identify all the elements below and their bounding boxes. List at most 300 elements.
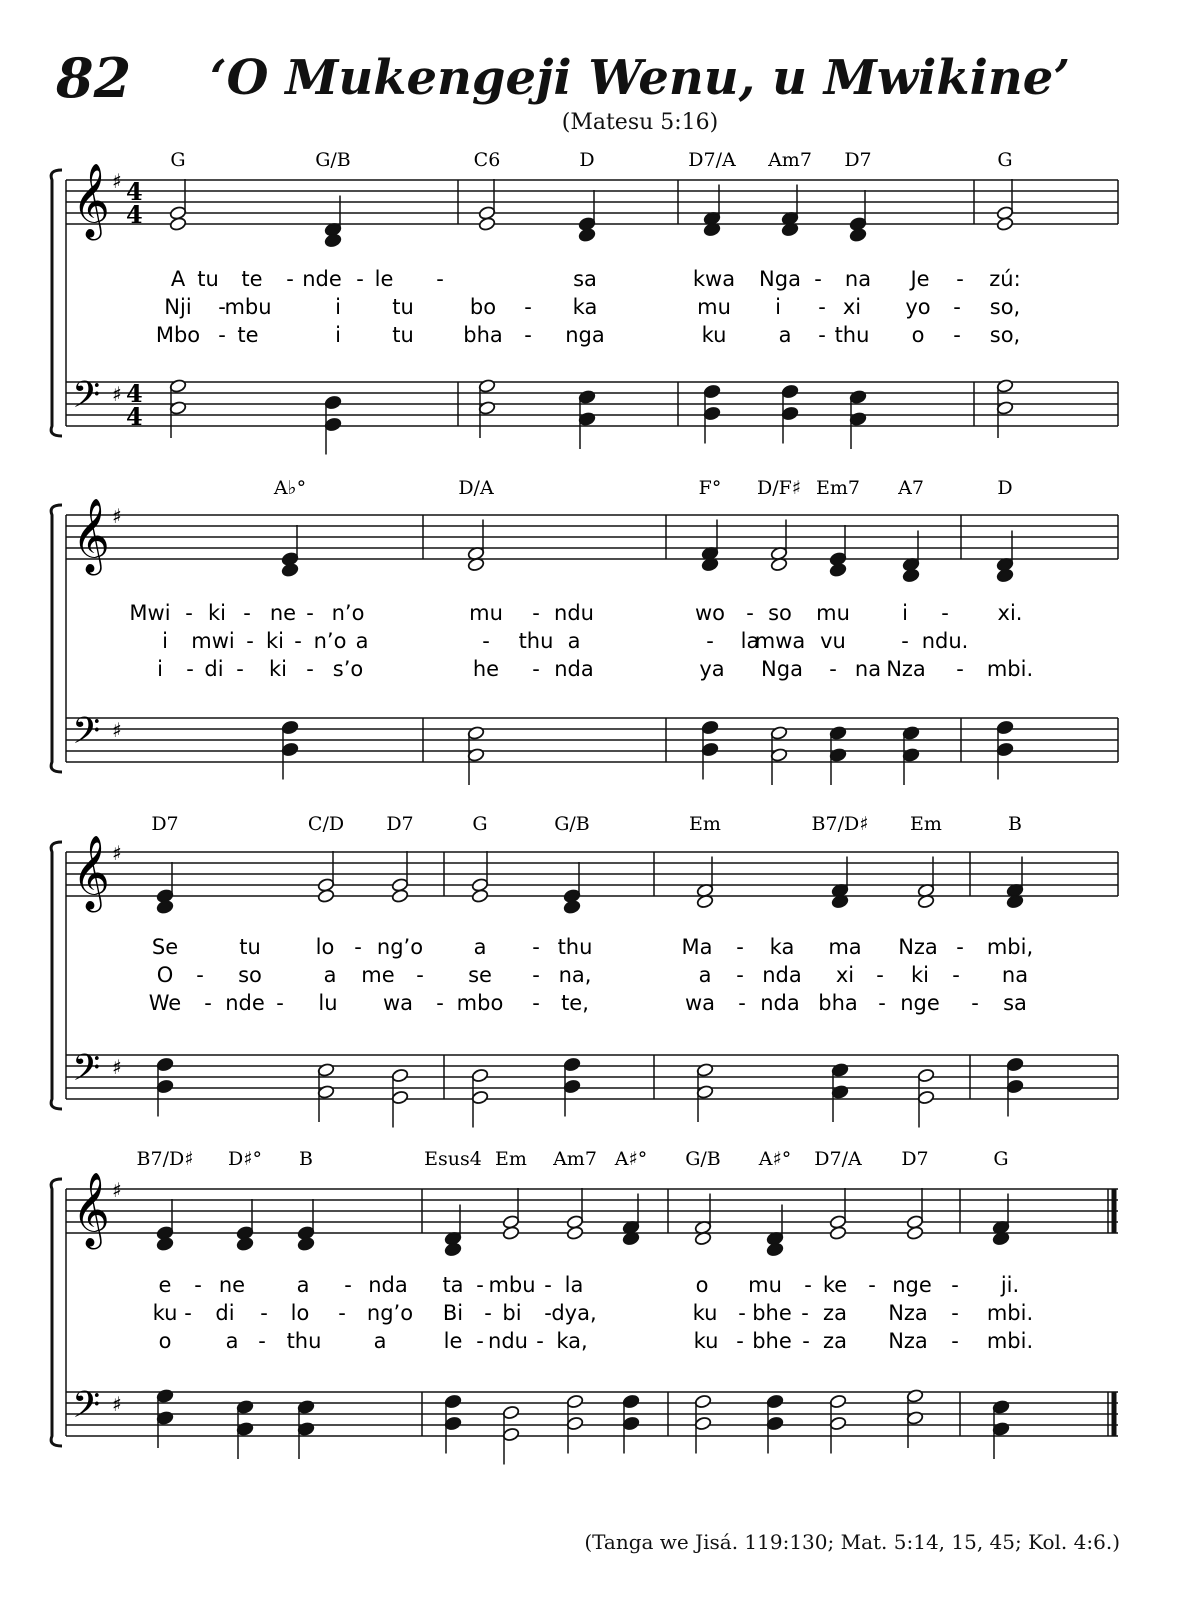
lyric-syllable: Nga xyxy=(759,267,801,291)
key-sharp-icon: ♯ xyxy=(112,1392,122,1416)
chord-symbol: D/F♯ xyxy=(756,477,802,499)
lyric-syllable: - xyxy=(532,935,540,959)
lyric-syllable: te xyxy=(237,323,259,347)
chord-symbol: A♯° xyxy=(758,1148,792,1170)
chord-symbol: C/D xyxy=(307,813,345,835)
lyric-syllable: - xyxy=(746,601,754,625)
lyric-syllable: se xyxy=(468,963,492,987)
bass-note-head xyxy=(471,1090,489,1105)
system-bracket xyxy=(51,505,62,772)
bass-note-head xyxy=(281,720,299,735)
lyric-syllable: le xyxy=(374,267,394,291)
key-sharp-icon: ♯ xyxy=(112,504,122,528)
chord-symbol: Em xyxy=(495,1148,527,1170)
bass-note-head xyxy=(236,1400,254,1415)
treble-note-head xyxy=(478,217,496,232)
lyric-syllable: ki xyxy=(269,657,287,681)
lyric-syllable: Nza xyxy=(888,1301,928,1325)
chord-symbol: B7/D♯ xyxy=(811,813,869,835)
lyric-syllable: - xyxy=(236,657,244,681)
treble-note-head xyxy=(563,900,581,915)
lyric-syllable: a xyxy=(473,935,487,959)
lyric-syllable: - xyxy=(814,267,822,291)
lyric-syllable: ta xyxy=(442,1273,464,1297)
lyric-syllable: - xyxy=(951,1329,959,1353)
lyric-syllable: - xyxy=(956,657,964,681)
bass-note-head xyxy=(906,1389,924,1404)
lyric-syllable: - xyxy=(532,657,540,681)
key-sharp-icon: ♯ xyxy=(112,841,122,865)
lyric-syllable: vu xyxy=(820,629,846,653)
lyric-syllable: ki xyxy=(208,601,226,625)
bass-note-head xyxy=(478,401,496,416)
lyric-syllable: o xyxy=(695,1273,709,1297)
chord-symbol: D7 xyxy=(844,149,872,171)
chord-symbol: Am7 xyxy=(553,1148,597,1170)
lyric-syllable: a xyxy=(373,1329,387,1353)
lyric-syllable: mbi. xyxy=(986,1301,1034,1325)
lyric-syllable: zú: xyxy=(989,267,1021,291)
lyric-syllable: bha xyxy=(463,323,503,347)
lyric-syllable: - xyxy=(185,601,193,625)
treble-note-head xyxy=(281,563,299,578)
lyric-syllable: xi xyxy=(835,963,855,987)
chord-symbol: G xyxy=(170,149,186,171)
lyric-syllable: - xyxy=(536,1329,544,1353)
lyric-syllable: - xyxy=(524,295,532,319)
bass-note-head xyxy=(902,726,920,741)
lyric-syllable: - xyxy=(196,963,204,987)
chord-symbol: G/B xyxy=(315,149,351,171)
bass-note-head xyxy=(502,1405,520,1420)
bass-note-head xyxy=(696,1063,714,1078)
lyric-syllable: dya, xyxy=(551,1301,597,1325)
lyric-syllable: - xyxy=(736,1329,744,1353)
lyric-syllable: - xyxy=(544,1301,552,1325)
lyric-syllable: - xyxy=(544,1273,552,1297)
lyric-syllable: - xyxy=(738,991,746,1015)
lyric-syllable: sa xyxy=(1003,991,1027,1015)
lyric-syllable: so xyxy=(768,601,792,625)
lyric-syllable: O xyxy=(156,963,174,987)
bass-time-signature-top: 4 xyxy=(126,379,143,408)
bass-note-head xyxy=(578,390,596,405)
treble-note-head xyxy=(902,568,920,583)
lyric-syllable: nde xyxy=(302,267,342,291)
lyric-syllable: na xyxy=(844,267,872,291)
bass-note-head xyxy=(622,1394,640,1409)
treble-note-head xyxy=(444,1242,462,1257)
bass-note-head xyxy=(696,1085,714,1100)
lyric-syllable: ku xyxy=(701,323,727,347)
lyric-syllable: xi. xyxy=(997,601,1023,625)
lyric-syllable: ku xyxy=(693,1329,719,1353)
bass-note-head xyxy=(467,748,485,763)
lyric-syllable: n’o xyxy=(313,629,347,653)
bass-note-head xyxy=(829,726,847,741)
bass-note-head xyxy=(324,395,342,410)
bass-note-head xyxy=(906,1411,924,1426)
lyric-syllable: za xyxy=(823,1301,847,1325)
treble-note-head xyxy=(829,563,847,578)
lyric-syllable: mu xyxy=(816,601,850,625)
chord-symbol: B xyxy=(299,1148,313,1170)
system-bracket xyxy=(51,842,62,1109)
bass-note-head xyxy=(566,1394,584,1409)
footer-references: (Tanga we Jisá. 119:130; Mat. 5:14, 15, 45; Kol. 4:6.) xyxy=(584,1530,1120,1554)
lyric-syllable: ma xyxy=(828,935,862,959)
lyric-syllable: bhe xyxy=(752,1301,792,1325)
bass-note-head xyxy=(1006,1079,1024,1094)
bass-note-head xyxy=(766,1394,784,1409)
lyric-syllable: - xyxy=(802,1329,810,1353)
lyric-syllable: thu xyxy=(557,935,593,959)
lyric-syllable: - xyxy=(258,1329,266,1353)
lyric-syllable: a xyxy=(698,963,712,987)
lyric-syllable: so xyxy=(238,963,262,987)
treble-note-head xyxy=(502,1226,520,1241)
lyric-syllable: - xyxy=(338,1301,346,1325)
treble-note-head xyxy=(996,217,1014,232)
lyric-syllable: - xyxy=(878,991,886,1015)
hymn-title: ‘O Mukengeji Wenu, u Mwikine’ xyxy=(209,50,1071,106)
bass-note-head xyxy=(281,742,299,757)
lyric-syllable: na, xyxy=(558,963,592,987)
bass-note-head xyxy=(770,726,788,741)
lyric-syllable: ng’o xyxy=(366,1301,414,1325)
chord-symbol: Am7 xyxy=(768,149,812,171)
lyric-syllable: la xyxy=(564,1273,584,1297)
lyric-syllable: - xyxy=(952,963,960,987)
key-sharp-icon: ♯ xyxy=(112,169,122,193)
bass-note-head xyxy=(996,720,1014,735)
lyric-syllable: - xyxy=(829,657,837,681)
chord-symbol: D xyxy=(579,149,595,171)
treble-note-head xyxy=(391,889,409,904)
bass-note-head xyxy=(781,384,799,399)
lyric-syllable: - xyxy=(868,1273,876,1297)
bass-note-head xyxy=(563,1057,581,1072)
treble-time-signature-top: 4 xyxy=(126,177,143,206)
lyric-syllable: a xyxy=(296,1273,310,1297)
scripture-reference: (Matesu 5:16) xyxy=(561,110,719,135)
treble-time-signature-bottom: 4 xyxy=(126,200,143,229)
bass-note-head xyxy=(467,726,485,741)
treble-note-head xyxy=(996,568,1014,583)
bass-note-head xyxy=(297,1400,315,1415)
chord-symbol: D7 xyxy=(151,813,179,835)
lyric-syllable: - xyxy=(706,629,714,653)
lyric-syllable: ng’o xyxy=(376,935,424,959)
lyric-syllable: Ma xyxy=(681,935,713,959)
lyric-syllable: bo xyxy=(469,295,497,319)
lyric-syllable: - xyxy=(416,963,424,987)
chord-symbol: A7 xyxy=(898,477,924,499)
lyric-syllable: Se xyxy=(151,935,179,959)
treble-note-head xyxy=(766,1242,784,1257)
lyric-syllable: mbo xyxy=(456,991,504,1015)
bass-note-head xyxy=(563,1079,581,1094)
lyric-syllable: - xyxy=(218,323,226,347)
lyric-syllable: i xyxy=(775,295,781,319)
lyric-syllable: ki xyxy=(266,629,284,653)
lyric-syllable: ku xyxy=(692,1301,718,1325)
lyric-syllable: nge xyxy=(892,1273,932,1297)
chord-symbol: G xyxy=(997,149,1013,171)
chord-symbol: D7/A xyxy=(688,149,736,171)
chord-symbol: G/B xyxy=(554,813,590,835)
bass-note-head xyxy=(766,1416,784,1431)
lyric-syllable: nda xyxy=(760,991,800,1015)
lyric-syllable: thu xyxy=(286,1329,322,1353)
bass-clef-icon: 𝄢 xyxy=(72,710,101,761)
bass-note-head xyxy=(317,1085,335,1100)
lyric-syllable: i xyxy=(902,601,908,625)
bass-clef-icon: 𝄢 xyxy=(72,1384,101,1435)
lyric-syllable: - xyxy=(532,601,540,625)
chord-symbol: G/B xyxy=(685,1148,721,1170)
lyric-syllable: mu xyxy=(748,1273,782,1297)
chord-symbol: Esus4 xyxy=(424,1148,482,1170)
chord-symbol: B7/D♯ xyxy=(136,1148,194,1170)
lyric-syllable: di xyxy=(204,657,224,681)
lyric-syllable: - xyxy=(306,657,314,681)
chord-symbol: F° xyxy=(698,477,722,499)
chord-symbol: Em xyxy=(689,813,721,835)
lyric-syllable: la xyxy=(740,629,760,653)
bass-note-head xyxy=(917,1090,935,1105)
bass-note-head xyxy=(156,1079,174,1094)
bass-note-head xyxy=(703,384,721,399)
lyric-syllable: na xyxy=(1001,963,1029,987)
treble-note-head xyxy=(906,1226,924,1241)
bass-note-head xyxy=(169,379,187,394)
lyric-syllable: Je xyxy=(910,267,930,291)
lyric-syllable: lo xyxy=(290,1301,310,1325)
bass-note-head xyxy=(694,1394,712,1409)
lyric-syllable: xi xyxy=(842,295,862,319)
bass-note-head xyxy=(829,1394,847,1409)
lyric-syllable: i xyxy=(157,657,163,681)
lyric-syllable: na xyxy=(854,657,882,681)
lyric-syllable: - xyxy=(476,1329,484,1353)
lyric-syllable: - xyxy=(276,991,284,1015)
lyric-syllable: - xyxy=(524,323,532,347)
lyric-syllable: - xyxy=(436,991,444,1015)
lyric-syllable: a xyxy=(225,1329,239,1353)
lyric-syllable: - xyxy=(184,1301,192,1325)
bass-note-head xyxy=(992,1422,1010,1437)
lyric-syllable: i xyxy=(335,295,341,319)
lyric-syllable: le xyxy=(443,1329,463,1353)
lyric-syllable: he xyxy=(472,657,500,681)
lyric-syllable: mu xyxy=(469,601,503,625)
lyric-syllable: thu xyxy=(518,629,554,653)
lyric-syllable: - xyxy=(246,629,254,653)
lyric-syllable: A xyxy=(170,267,186,291)
lyric-syllable: - xyxy=(294,629,302,653)
lyric-syllable: i xyxy=(335,323,341,347)
bass-clef-icon: 𝄢 xyxy=(72,1047,101,1098)
treble-note-head xyxy=(169,217,187,232)
lyric-syllable: lu xyxy=(318,991,338,1015)
chord-symbol: D xyxy=(997,477,1013,499)
lyric-syllable: - xyxy=(286,267,294,291)
lyric-syllable: mbu xyxy=(224,295,272,319)
bass-time-signature-bottom: 4 xyxy=(126,402,143,431)
chord-symbol: A♭° xyxy=(273,477,307,499)
lyric-syllable: bhe xyxy=(752,1329,792,1353)
lyric-syllable: - xyxy=(953,323,961,347)
treble-note-head xyxy=(324,233,342,248)
lyric-syllable: - xyxy=(186,657,194,681)
bass-note-head xyxy=(156,1411,174,1426)
lyric-syllable: a xyxy=(567,629,581,653)
chord-symbol: B xyxy=(1008,813,1022,835)
lyric-syllable: a xyxy=(355,629,369,653)
treble-note-head xyxy=(566,1226,584,1241)
lyric-syllable: - xyxy=(306,601,314,625)
lyric-syllable: yo xyxy=(905,295,931,319)
treble-clef-icon: 𝄞 xyxy=(72,836,110,910)
lyric-syllable: - xyxy=(484,1301,492,1325)
hymn-number: 82 xyxy=(56,46,132,110)
bass-note-head xyxy=(829,748,847,763)
chord-symbol: D7/A xyxy=(814,1148,862,1170)
lyric-syllable: - xyxy=(804,1273,812,1297)
lyric-syllable: ndu xyxy=(554,601,594,625)
treble-note-head xyxy=(236,1237,254,1252)
lyric-syllable: - xyxy=(243,601,251,625)
lyric-syllable: te, xyxy=(561,991,589,1015)
lyric-syllable: nda xyxy=(762,963,802,987)
lyric-syllable: wa xyxy=(382,991,414,1015)
treble-clef-icon: 𝄞 xyxy=(72,164,110,238)
bass-note-head xyxy=(502,1427,520,1442)
lyric-syllable: o xyxy=(158,1329,172,1353)
lyric-syllable: ne xyxy=(218,1273,246,1297)
chord-symbol: Em7 xyxy=(816,477,860,499)
chord-symbol: G xyxy=(472,813,488,835)
lyric-syllable: - xyxy=(218,295,226,319)
lyric-syllable: Bi xyxy=(442,1301,464,1325)
bass-note-head xyxy=(324,417,342,432)
chord-symbol: G xyxy=(993,1148,1009,1170)
bass-note-head xyxy=(391,1090,409,1105)
lyric-syllable: - xyxy=(951,1301,959,1325)
lyric-syllable: - xyxy=(532,991,540,1015)
bass-note-head xyxy=(902,748,920,763)
treble-note-head xyxy=(156,1237,174,1252)
lyric-syllable: i xyxy=(162,629,168,653)
lyric-syllable: tu xyxy=(197,267,219,291)
bass-note-head xyxy=(849,412,867,427)
bass-note-head xyxy=(701,742,719,757)
key-sharp-icon: ♯ xyxy=(112,718,122,742)
lyric-syllable: e xyxy=(158,1273,172,1297)
lyric-syllable: sa xyxy=(573,267,597,291)
lyric-syllable: ya xyxy=(699,657,725,681)
bass-note-head xyxy=(444,1394,462,1409)
bass-note-head xyxy=(471,1068,489,1083)
lyric-syllable: - xyxy=(436,267,444,291)
system-bracket xyxy=(51,170,62,436)
lyric-syllable: - xyxy=(818,295,826,319)
bass-note-head xyxy=(566,1416,584,1431)
lyric-syllable: mbu xyxy=(488,1273,536,1297)
lyric-syllable: - xyxy=(818,323,826,347)
lyric-syllable: mbi, xyxy=(986,935,1034,959)
bass-note-head xyxy=(169,401,187,416)
lyric-syllable: - xyxy=(532,963,540,987)
lyric-syllable: te xyxy=(241,267,263,291)
lyric-syllable: so, xyxy=(989,295,1021,319)
lyric-syllable: nga xyxy=(565,323,605,347)
treble-clef-icon: 𝄞 xyxy=(72,1173,110,1247)
lyric-syllable: za xyxy=(823,1329,847,1353)
lyric-syllable: a xyxy=(778,323,792,347)
lyric-syllable: ku xyxy=(152,1301,178,1325)
bass-note-head xyxy=(996,742,1014,757)
bass-note-head xyxy=(236,1422,254,1437)
bass-note-head xyxy=(829,1416,847,1431)
lyric-syllable: We xyxy=(148,991,182,1015)
bass-note-head xyxy=(478,379,496,394)
lyric-syllable: - xyxy=(260,1301,268,1325)
lyric-syllable: nda xyxy=(554,657,594,681)
lyric-syllable: ki xyxy=(911,963,929,987)
lyric-syllable: Mbo xyxy=(155,323,201,347)
bass-note-head xyxy=(317,1063,335,1078)
bass-note-head xyxy=(992,1400,1010,1415)
lyric-syllable: bi xyxy=(502,1301,522,1325)
lyric-syllable: ka xyxy=(572,295,598,319)
lyric-syllable: - xyxy=(801,1301,809,1325)
lyric-syllable: Nji xyxy=(164,295,192,319)
lyric-syllable: - xyxy=(736,963,744,987)
bass-note-head xyxy=(622,1416,640,1431)
lyric-syllable: wa xyxy=(684,991,716,1015)
lyric-syllable: n’o xyxy=(331,601,365,625)
treble-note-head xyxy=(471,889,489,904)
treble-note-head xyxy=(578,228,596,243)
bass-note-head xyxy=(849,390,867,405)
lyric-syllable: - xyxy=(736,935,744,959)
lyric-syllable: mbi. xyxy=(986,1329,1034,1353)
treble-note-head xyxy=(297,1237,315,1252)
bass-note-head xyxy=(1006,1057,1024,1072)
bass-note-head xyxy=(703,406,721,421)
treble-clef-icon: 𝄞 xyxy=(72,499,110,573)
lyric-syllable: mwa xyxy=(754,629,806,653)
chord-symbol: Em xyxy=(910,813,942,835)
lyric-syllable: - xyxy=(476,1273,484,1297)
bass-note-head xyxy=(770,748,788,763)
lyric-syllable: - xyxy=(356,267,364,291)
lyric-syllable: wo xyxy=(694,601,726,625)
lyric-syllable: - xyxy=(876,963,884,987)
lyric-syllable: - xyxy=(953,295,961,319)
bass-note-head xyxy=(391,1068,409,1083)
chord-symbol: D♯° xyxy=(228,1148,262,1170)
system-bracket xyxy=(51,1179,62,1446)
lyric-syllable: - xyxy=(204,991,212,1015)
bass-note-head xyxy=(297,1422,315,1437)
key-sharp-icon: ♯ xyxy=(112,382,122,406)
treble-note-head xyxy=(156,900,174,915)
lyric-syllable: - xyxy=(354,935,362,959)
chord-symbol: D7 xyxy=(386,813,414,835)
